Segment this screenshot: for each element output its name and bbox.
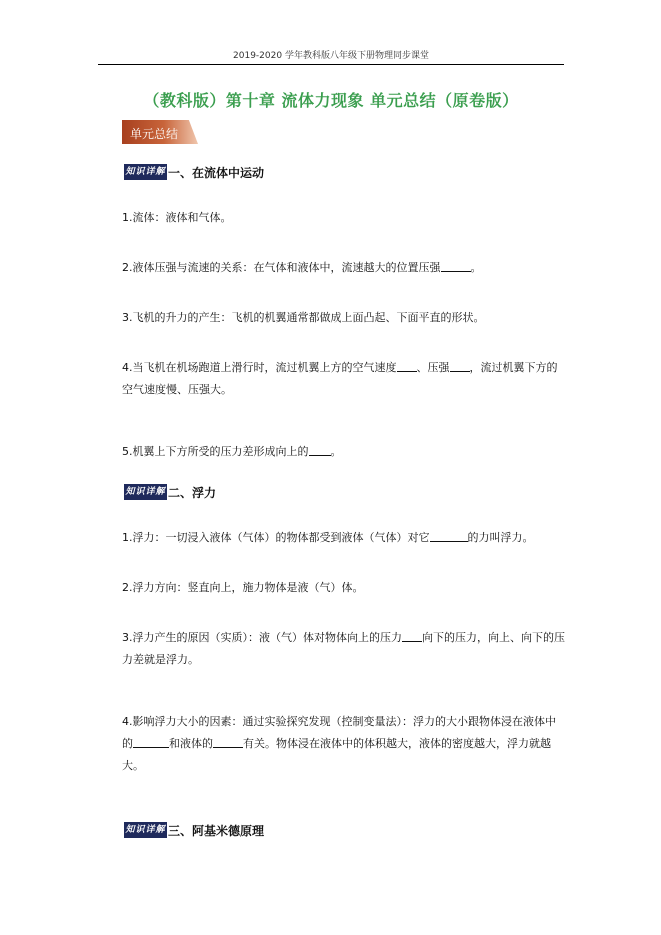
- answer-blank: [213, 735, 243, 748]
- section-heading-3: [124, 820, 264, 840]
- paragraph: [122, 711, 566, 777]
- paragraph: [122, 357, 566, 401]
- header-rule: [98, 64, 564, 65]
- answer-blank: [133, 735, 169, 748]
- paragraph-text: 、压强: [416, 361, 450, 374]
- paragraph-text: 2.液体压强与流速的关系：在气体和液体中，流速越大的位置压强: [122, 261, 441, 274]
- paragraph: [122, 527, 566, 549]
- paragraph: [122, 627, 566, 671]
- knowledge-badge-icon: 知识详解: [124, 484, 167, 500]
- section-title: 二、浮力: [168, 485, 217, 500]
- section-heading-2: [124, 482, 216, 502]
- paragraph-text: 3.浮力产生的原因（实质）：液（气）体对物体向上的压力: [122, 631, 402, 644]
- paragraph: [122, 577, 566, 599]
- paragraph-text: 1.浮力：一切浸入液体（气体）的物体都受到液体（气体）对它: [122, 531, 430, 544]
- paragraph-text: 1.流体：液体和气体。: [122, 211, 232, 224]
- answer-blank: [441, 259, 471, 272]
- paragraph-text: 4.当飞机在机场跑道上滑行时，流过机翼上方的空气速度: [122, 361, 397, 374]
- paragraph-text: 。: [330, 445, 342, 458]
- section-heading-1: [124, 162, 264, 182]
- paragraph-text: 3.飞机的升力的产生：飞机的机翼通常都做成上面凸起、下面平直的形状。: [122, 311, 485, 324]
- section-title: 三、阿基米德原理: [168, 823, 265, 838]
- paragraph: [122, 307, 566, 329]
- tag-label: 单元总结: [130, 127, 179, 141]
- paragraph-text: 2.浮力方向：竖直向上，施力物体是液（气）体。: [122, 581, 364, 594]
- page-title: （教科版）第十章 流体力现象 单元总结（原卷版）: [143, 91, 519, 110]
- paragraph-text: 。: [470, 261, 482, 274]
- paragraph-text: 和液体的: [169, 737, 213, 750]
- answer-blank: [309, 443, 331, 456]
- answer-blank: [397, 359, 417, 372]
- paragraph-text: 向下的压力，向上、向下的压力差就是浮力。: [122, 631, 565, 666]
- knowledge-badge-icon: 知识详解: [124, 164, 167, 180]
- answer-blank: [450, 359, 470, 372]
- answer-blank: [430, 529, 468, 542]
- paragraph-text: 5.机翼上下方所受的压力差形成向上的: [122, 445, 309, 458]
- paragraph-text: ，流过机翼下方的空气速度慢、压强大。: [122, 361, 558, 396]
- paragraph: [122, 207, 566, 229]
- page-header: 2019-2020 学年教科版八年级下册物理同步课堂: [233, 51, 429, 61]
- paragraph: [122, 257, 566, 279]
- paragraph-text: 的力叫浮力。: [467, 531, 534, 544]
- paragraph: [122, 441, 566, 463]
- paragraph-text: 4.影响浮力大小的因素：通过实验探究发现（控制变量法）：浮力的大小跟物体浸在液体中的: [122, 715, 556, 750]
- paragraph-text: 有关。物体浸在液体中的体积越大，液体的密度越大，浮力就越大。: [122, 737, 551, 772]
- unit-summary-tag: [122, 120, 198, 144]
- section-title: 一、在流体中运动: [168, 165, 265, 180]
- answer-blank: [402, 629, 422, 642]
- knowledge-badge-icon: 知识详解: [124, 822, 167, 838]
